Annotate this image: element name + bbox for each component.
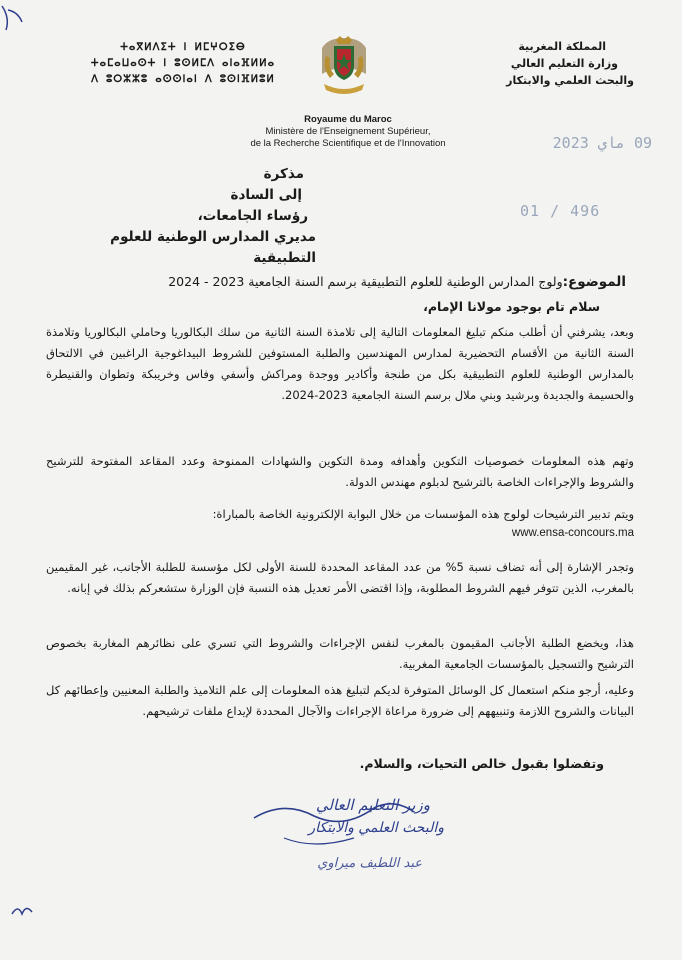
subject-text: ولوج المدارس الوطنية للعلوم التطبيقية برسم السنة الجامعية 2023 - 2024 [168, 274, 563, 289]
body-paragraph: وتجدر الإشارة إلى أنه تضاف نسبة 5% من عدد المقاعد المحددة للسنة الأولى لكل مؤسسة للطلبة الأجانب، غير المقيمين بالمغرب، الذين تتوفر فيهم الشروط المطلوبة، وإذا اقتضى الأمر تعديل هذه النسبة فإن الوزارة ستشعركم بذلك في إبانه. [46, 560, 634, 595]
memo-title: مذكرة [263, 166, 304, 182]
stamp-reference: 01 / 496 [520, 202, 601, 220]
signature-block [224, 790, 444, 890]
header-arabic-line: والبحث العلمي والابتكار [506, 74, 634, 87]
header-french [228, 114, 468, 150]
header-tifinagh-line: ⵜⴰⵎⴰⵡⴰⵙⵜ ⵏ ⵓⵙⵍⵎⴷ ⴰⵏⴰⴼⵍⵍⴰ [90, 58, 276, 69]
header-tifinagh-line: ⵜⴰⴳⵍⴷⵉⵜ ⵏ ⵍⵎⵖⵔⵉⴱ [120, 42, 246, 53]
stamp-date: 09 ماي 2023 [552, 134, 652, 152]
body-paragraph: ويتم تدبير الترشيحات لولوج هذه المؤسسات من خلال البوابة الإلكترونية الخاصة بالمباراة: [212, 507, 634, 521]
signature-title-line: وزير التعليم العالي [315, 796, 430, 814]
corner-mark-icon [10, 900, 40, 920]
closing: وتفضلوا بقبول خالص التحيات، والسلام. [359, 756, 604, 771]
header-french-line: de la Recherche Scientifique et de l'Innovation [250, 138, 446, 149]
memo-to: إلى السادة [230, 187, 302, 203]
header-tifinagh-line: ⴷ ⵓⵔⵣⵣⵓ ⴰⵙⵙⵏⴰⵏ ⴷ ⵓⵙⵏⴼⵍⵓⵍ [91, 74, 275, 85]
greeting: سلام تام بوجود مولانا الإمام، [423, 299, 600, 314]
header-tifinagh [58, 40, 308, 88]
header-arabic [438, 38, 634, 89]
header-arabic-line: وزارة التعليم العالي [510, 57, 618, 70]
body-paragraph: وتهم هذه المعلومات خصوصيات التكوين وأهدافه ومدة التكوين والشهادات الممنوحة وعدد المقاعد المفتوحة للترشيح والشروط والإجراءات الخاصة بالترشيح لدبلوم مهندس الدولة. [46, 454, 634, 489]
body-paragraph: وعليه، أرجو منكم استعمال كل الوسائل المتوفرة لديكم لتبليغ هذه المعلومات إلى علم التلاميذ والطلبة المعنيين وإعطائهم كل البيانات والشروح اللازمة وتنبيههم إلى ضرورة مراعاة الإجراءات والآجال المحددة لإيداع ملفات ترشيحهم. [46, 683, 634, 718]
header-french-line: Ministère de l'Enseignement Supérieur, [265, 126, 431, 137]
memo-heading [110, 164, 316, 269]
header-french-line: Royaume du Maroc [304, 114, 392, 125]
subject-line [160, 272, 626, 292]
signature-title-line: والبحث العلمي والابتكار [308, 820, 444, 836]
memo-recipient: رؤساء الجامعات، [197, 208, 308, 224]
signature-scribble-icon [224, 790, 444, 890]
corner-mark-icon [0, 0, 30, 40]
portal-link[interactable]: www.ensa-concours.ma [511, 527, 634, 539]
memo-recipient: مديري المدارس الوطنية للعلوم التطبيقية [110, 229, 316, 266]
signature-name: عبد اللطيف ميراوي [317, 856, 422, 871]
subject-label: الموضوع: [562, 274, 626, 290]
emblem-icon [316, 34, 372, 98]
body-paragraph: وبعد، يشرفني أن أطلب منكم تبليغ المعلومات التالية إلى تلامذة السنة الثانية من سلك البكالوريا وحاملي البكالوريا وتلامذة السنة الثانية من الأقسام التحضيرية لمدارس المهندسين والطلبة المستوفين للشروط البيداغوجية الراغبين في الالتحاق بالمدارس الوطنية للعلوم التطبيقية بكل من طنجة وأكادير ووجدة ومراكش وأسفي وفاس وخريبكة وتطوان والقنيطرة والحسيمة والجديدة وبرشيد وبني ملال برسم السنة الجامعية 2023-2024. [46, 325, 634, 402]
header-arabic-line: المملكة المغربية [518, 40, 606, 53]
body-paragraph: هذا، ويخضع الطلبة الأجانب المقيمون بالمغرب لنفس الإجراءات والشروط التي تسري على نظائرهم المغاربة بخصوص الترشيح والتسجيل بالمؤسسات الجامعية المغربية. [46, 636, 634, 671]
